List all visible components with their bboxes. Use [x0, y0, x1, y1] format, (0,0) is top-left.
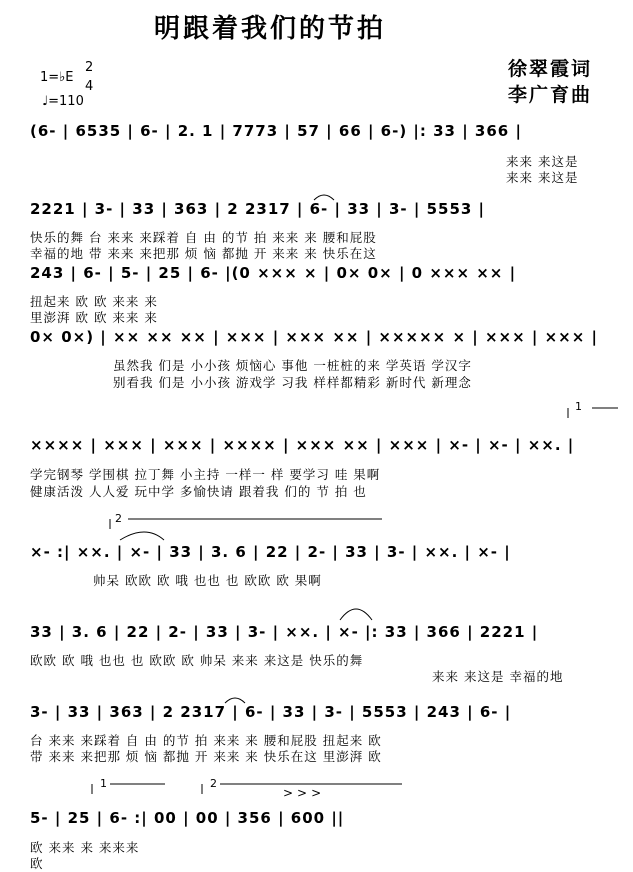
lyrics-row-8-verse-1: 台 来来 来踩着 自 由 的节 拍 来来 来 腰和屁股 扭起来 欧	[30, 733, 382, 748]
lyrics-row-5-verse-2: 健康活泼 人人爱 玩中学 多愉快请 跟着我 们的 节 拍 也	[30, 484, 367, 499]
lyrics-row-4-verse-2: 别看我 们是 小小孩 游戏学 习我 样样都精彩 新时代 新理念	[113, 375, 472, 390]
composer-credit: 李广育曲	[508, 84, 593, 106]
notation-row-6: ×- :| ××. | ×- | 33 | 3. 6 | 22 | 2- | 33 | 3- | ××. | ×- |	[30, 543, 511, 561]
volta-1-label: 1	[575, 400, 582, 413]
lyrics-row-1-verse-1: 来来 来这是	[506, 154, 579, 169]
time-signature-bottom: 4	[85, 79, 94, 94]
tempo-marking: ♩=110	[42, 94, 84, 109]
lyrics-row-2-verse-2: 幸福的地 带 来来 来把那 烦 恼 都抛 开 来来 来 快乐在这	[30, 246, 377, 261]
lyrics-row-9-verse-1: 欧 来来 来 来来来	[30, 840, 140, 855]
tie-arc	[314, 195, 334, 200]
time-signature-top: 2	[85, 60, 94, 75]
key-signature: 1=♭E	[40, 70, 74, 85]
lyrics-row-3-verse-2: 里澎湃 欧 欧 来来 来	[30, 310, 158, 325]
notation-row-3: 243 | 6- | 5- | 25 | 6- |(0 ××× × | 0× 0× | 0 ××× ×× |	[30, 264, 517, 282]
final-volta-2-label: 2	[210, 777, 217, 790]
lyrics-row-8-verse-2: 带 来来 来把那 烦 恼 都抛 开 来来 来 快乐在这 里澎湃 欧	[30, 749, 382, 764]
lyrics-row-7-verse-1: 欧欧 欧 哦 也也 也 欧欧 欧 帅呆 来来 来这是 快乐的舞	[30, 653, 364, 668]
song-title: 明跟着我们的节拍	[154, 14, 387, 44]
lyrics-row-2-verse-1: 快乐的舞 台 来来 来踩着 自 由 的节 拍 来来 来 腰和屁股	[30, 230, 377, 245]
final-volta-1-label: 1	[100, 777, 107, 790]
lyrics-row-9-verse-2: 欧	[30, 856, 44, 871]
lyrics-row-4-verse-1: 虽然我 们是 小小孩 烦恼心 事他 一桩桩的来 学英语 学汉字	[113, 358, 472, 373]
lyrics-row-7-verse-2: 来来 来这是 幸福的地	[432, 669, 564, 684]
lyricist-credit: 徐翠霞词	[508, 58, 593, 80]
notation-row-2: 2221 | 3- | 33 | 363 | 2 2317 | 6- | 33 | 3- | 5553 |	[30, 200, 486, 218]
notation-row-4: 0× 0×) | ×× ×× ×× | ××× | ××× ×× | ××××× × | ××× | ××× |	[30, 328, 598, 346]
lyrics-row-5-verse-1: 学完钢琴 学围棋 拉丁舞 小主持 一样一 样 要学习 哇 果啊	[30, 467, 381, 482]
notation-row-5: ×××× | ××× | ××× | ×××× | ××× ×× | ××× | ×- | ×- | ××. |	[30, 436, 575, 454]
notation-row-8: 3- | 33 | 363 | 2 2317 | 6- | 33 | 3- | 5553 | 243 | 6- |	[30, 703, 512, 721]
volta-2-label: 2	[115, 512, 122, 525]
notation-row-7: 33 | 3. 6 | 22 | 2- | 33 | 3- | ××. | ×- |: 33 | 366 | 2221 |	[30, 623, 539, 641]
slur-arc	[120, 532, 164, 540]
slur-arc	[340, 609, 372, 620]
lyrics-row-1-verse-2: 来来 来这是	[506, 170, 579, 185]
accent-marks: >>>	[283, 786, 326, 800]
lyrics-row-6-verse-1: 帅呆 欧欧 欧 哦 也也 也 欧欧 欧 果啊	[93, 573, 322, 588]
lyrics-row-3-verse-1: 扭起来 欧 欧 来来 来	[30, 294, 158, 309]
tie-arc	[225, 698, 245, 703]
notation-row-1: (6- | 6535 | 6- | 2. 1 | 7773 | 57 | 66 | 6-) |: 33 | 366 |	[30, 122, 522, 140]
notation-row-9: 5- | 25 | 6- :| 00 | 00 | 356 | 600 ||	[30, 809, 345, 827]
